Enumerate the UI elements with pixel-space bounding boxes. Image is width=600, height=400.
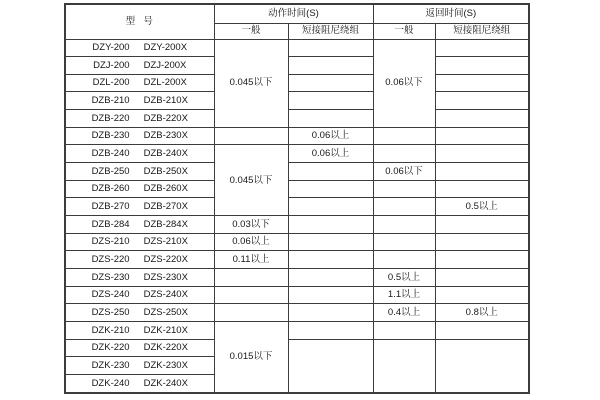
return-general-value: 0.06以下	[373, 39, 435, 127]
empty-cell	[435, 216, 529, 234]
table-row	[65, 92, 529, 110]
model-cell: DZK-210 DZK-210X	[65, 322, 214, 340]
model-cell: DZK-240 DZK-240X	[65, 374, 214, 393]
empty-cell	[288, 339, 373, 393]
empty-cell	[288, 286, 373, 304]
table-row	[65, 74, 529, 92]
model-cell: DZS-230 DZS-230X	[65, 269, 214, 287]
empty-cell	[288, 57, 373, 75]
header-action-general: 一般	[214, 23, 288, 39]
empty-cell	[288, 251, 373, 269]
empty-cell	[373, 339, 435, 393]
empty-cell	[214, 286, 288, 304]
model-cell: DZK-220 DZK-220X	[65, 339, 214, 357]
empty-cell	[435, 39, 529, 57]
model-cell: DZB-210 DZB-210X	[65, 92, 214, 110]
table-row	[65, 145, 529, 163]
model-cell: DZB-220 DZB-220X	[65, 110, 214, 128]
table-row	[65, 286, 529, 304]
empty-cell	[435, 251, 529, 269]
empty-cell	[288, 180, 373, 198]
empty-cell	[288, 322, 373, 340]
model-cell: DZJ-200 DZJ-200X	[65, 57, 214, 75]
empty-cell	[373, 127, 435, 145]
action-damping-value: 0.06以上	[288, 127, 373, 145]
model-cell: DZS-240 DZS-240X	[65, 286, 214, 304]
action-general-value: 0.11以上	[214, 251, 288, 269]
action-general-value: 0.045以下	[214, 145, 288, 216]
action-general-value: 0.03以下	[214, 216, 288, 234]
return-general-value: 0.5以上	[373, 269, 435, 287]
action-damping-value: 0.06以上	[288, 145, 373, 163]
empty-cell	[288, 92, 373, 110]
model-cell: DZK-230 DZK-230X	[65, 357, 214, 375]
empty-cell	[214, 127, 288, 145]
model-cell: DZS-220 DZS-220X	[65, 251, 214, 269]
table-row	[65, 233, 529, 251]
return-damping-value: 0.8以上	[435, 304, 529, 322]
model-cell: DZB-284 DZB-284X	[65, 216, 214, 234]
empty-cell	[288, 304, 373, 322]
empty-cell	[288, 269, 373, 287]
empty-cell	[373, 145, 435, 163]
empty-cell	[288, 74, 373, 92]
action-general-value: 0.06以上	[214, 233, 288, 251]
empty-cell	[435, 92, 529, 110]
header-return-general: 一般	[373, 23, 435, 39]
empty-cell	[373, 322, 435, 340]
empty-cell	[373, 233, 435, 251]
empty-cell	[435, 163, 529, 181]
relay-spec-table	[64, 3, 530, 394]
model-cell: DZS-210 DZS-210X	[65, 233, 214, 251]
empty-cell	[288, 163, 373, 181]
action-general-value: 0.045以下	[214, 39, 288, 127]
empty-cell	[373, 216, 435, 234]
header-action-time: 动作时间(S)	[214, 4, 373, 23]
model-cell: DZB-250 DZB-250X	[65, 163, 214, 181]
empty-cell	[435, 74, 529, 92]
empty-cell	[214, 269, 288, 287]
empty-cell	[288, 233, 373, 251]
model-cell: DZB-270 DZB-270X	[65, 198, 214, 216]
table-row	[65, 251, 529, 269]
empty-cell	[435, 233, 529, 251]
header-return-damping: 短接阻尼绕组	[435, 23, 529, 39]
empty-cell	[288, 39, 373, 57]
empty-cell	[435, 286, 529, 304]
empty-cell	[288, 198, 373, 216]
empty-cell	[435, 180, 529, 198]
table-row	[65, 163, 529, 181]
table-row	[65, 198, 529, 216]
model-cell: DZB-240 DZB-240X	[65, 145, 214, 163]
empty-cell	[373, 251, 435, 269]
empty-cell	[435, 322, 529, 340]
table-row	[65, 110, 529, 128]
table-row	[65, 216, 529, 234]
empty-cell	[288, 110, 373, 128]
table-row	[65, 322, 529, 340]
table-row	[65, 304, 529, 322]
return-general-value: 0.06以下	[373, 163, 435, 181]
header-model: 型 号	[65, 4, 214, 39]
table-row	[65, 57, 529, 75]
empty-cell	[214, 304, 288, 322]
empty-cell	[435, 110, 529, 128]
header-action-damping: 短接阻尼绕组	[288, 23, 373, 39]
empty-cell	[373, 180, 435, 198]
return-damping-value: 0.5以上	[435, 198, 529, 216]
table-row	[65, 180, 529, 198]
model-cell: DZY-200 DZY-200X	[65, 39, 214, 57]
empty-cell	[435, 145, 529, 163]
model-cell: DZS-250 DZS-250X	[65, 304, 214, 322]
model-cell: DZB-260 DZB-260X	[65, 180, 214, 198]
empty-cell	[435, 339, 529, 393]
empty-cell	[435, 269, 529, 287]
table-row	[65, 39, 529, 57]
return-general-value: 1.1以上	[373, 286, 435, 304]
table-row	[65, 339, 529, 357]
table-row	[65, 269, 529, 287]
action-general-value: 0.015以下	[214, 322, 288, 394]
return-general-value: 0.4以上	[373, 304, 435, 322]
model-cell: DZB-230 DZB-230X	[65, 127, 214, 145]
table-row	[65, 127, 529, 145]
empty-cell	[373, 198, 435, 216]
empty-cell	[435, 57, 529, 75]
model-cell: DZL-200 DZL-200X	[65, 74, 214, 92]
empty-cell	[435, 127, 529, 145]
empty-cell	[288, 216, 373, 234]
header-return-time: 返回时间(S)	[373, 4, 529, 23]
